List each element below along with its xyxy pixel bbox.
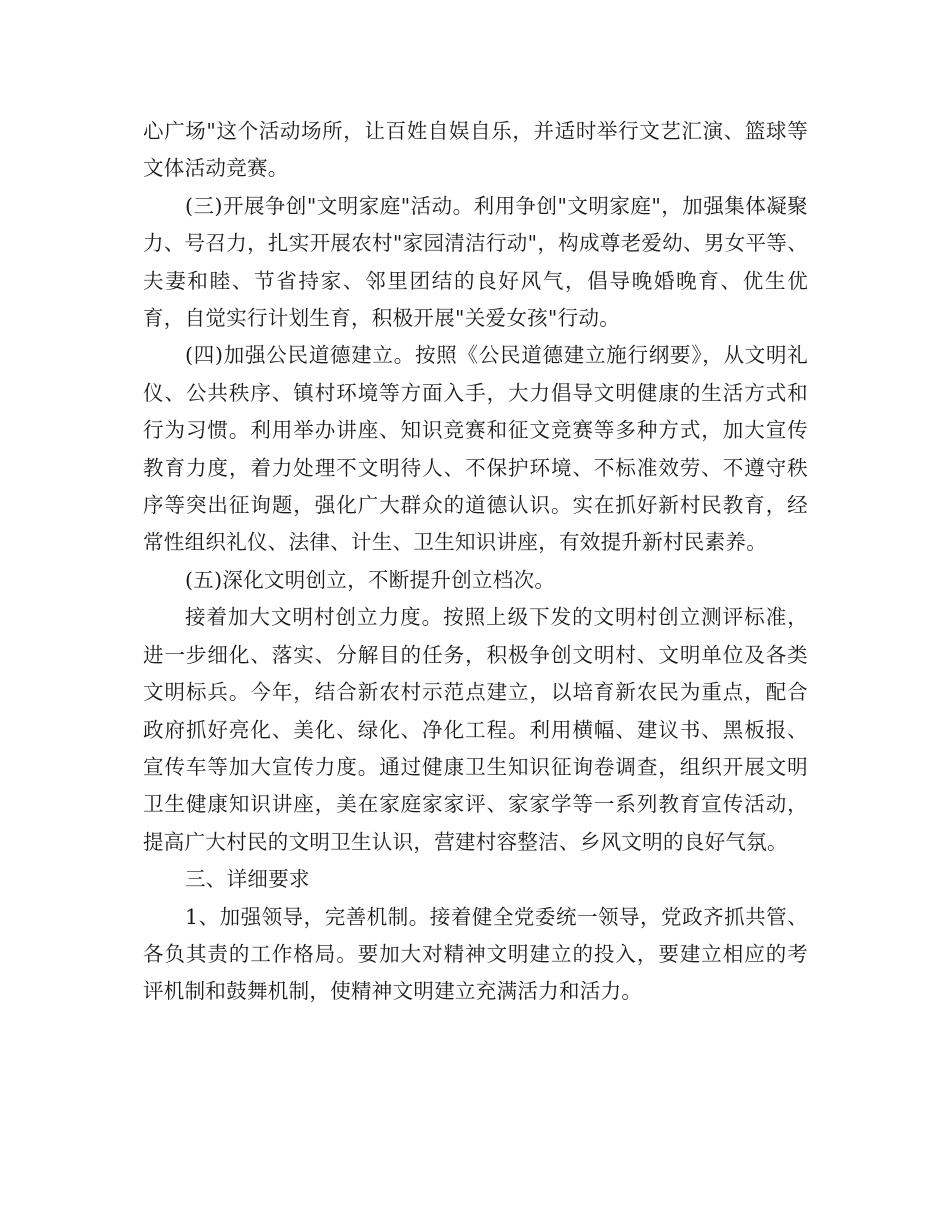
paragraph-civilized-family: (三)开展争创"文明家庭"活动。利用争创"文明家庭"，加强集体凝聚力、号召力，扎实开展农村"家园清洁行动"，构成尊老爱幼、男女平等、夫妻和睦、节省持家、邻里团结的良好风气，倡导晚婚晚育、优生优育，自觉实行计划生育，积极开展"关爱女孩"行动。 bbox=[143, 193, 808, 331]
paragraph-deepen-civilization-heading: (五)深化文明创立，不断提升创立档次。 bbox=[185, 567, 556, 592]
paragraph-leadership: 1、加强领导，完善机制。接着健全党委统一领导，党政齐抓共管、各负其责的工作格局。要加大对精神文明建立的投入，要建立相应的考评机制和鼓舞机制，使精神文明建立充满活力和活力。 bbox=[143, 904, 808, 1004]
section-heading-requirements: 三、详细要求 bbox=[185, 867, 310, 892]
paragraph-continuation: 心广场"这个活动场所，让百姓自娱自乐，并适时举行文艺汇演、篮球等文体活动竞赛。 bbox=[143, 119, 808, 181]
document-body bbox=[143, 113, 808, 1011]
paragraph-civic-morality: (四)加强公民道德建立。按照《公民道德建立施行纲要》，从文明礼仪、公共秩序、镇村环境等方面入手，大力倡导文明健康的生活方式和行为习惯。利用举办讲座、知识竞赛和征文竞赛等多种方式，加大宣传教育力度，着力处理不文明待人、不保护环境、不标准效劳、不遵守秩序等突出征询题，强化广大群众的道德认识。实在抓好新村民教育，经常性组织礼仪、法律、计生、卫生知识讲座，有效提升新村民素养。 bbox=[143, 343, 808, 555]
paragraph-civilized-village: 接着加大文明村创立力度。按照上级下发的文明村创立测评标准，进一步细化、落实、分解目的任务，积极争创文明村、文明单位及各类文明标兵。今年，结合新农村示范点建立，以培育新农民为重点，配合政府抓好亮化、美化、绿化、净化工程。利用横幅、建议书、黑板报、宣传车等加大宣传力度。通过健康卫生知识征询卷调查，组织开展文明卫生健康知识讲座，美在家庭家家评、家家学等一系列教育宣传活动，提高广大村民的文明卫生认识，营建村容整洁、乡风文明的良好气氛。 bbox=[143, 605, 808, 854]
